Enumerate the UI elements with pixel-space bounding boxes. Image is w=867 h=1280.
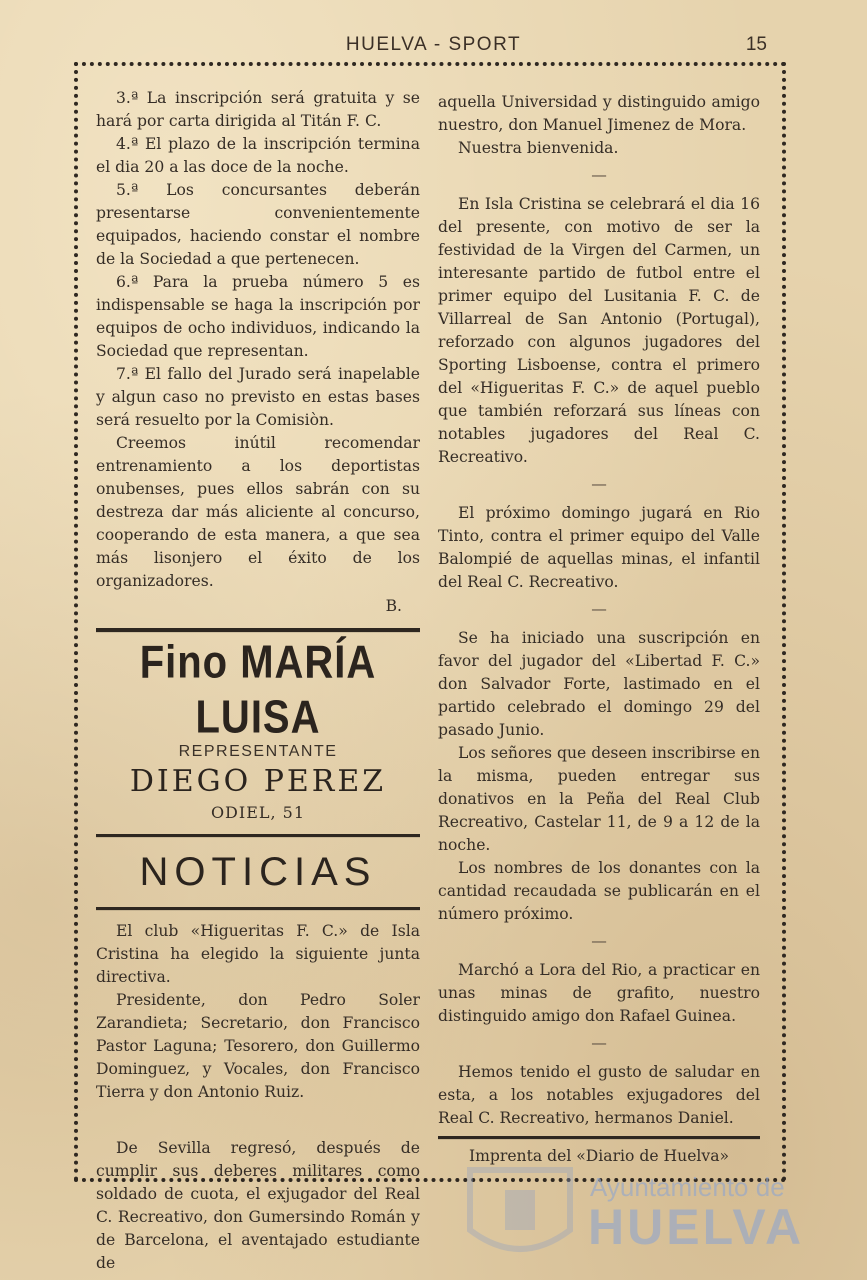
- divider-dash: —: [591, 475, 607, 493]
- divider-rule: [438, 1136, 760, 1139]
- page-header-title: HUELVA - SPORT: [345, 34, 522, 55]
- divider-dash: —: [591, 600, 607, 618]
- watermark-line1: Ayuntamiento de: [590, 1172, 785, 1202]
- news-continuation: aquella Universidad y distinguido amigo nuestro, don Manuel Jimenez de Mora.: [438, 93, 760, 134]
- ad-address: ODIEL, 51: [210, 803, 306, 822]
- divider-rule: [96, 907, 420, 910]
- ad-subtitle: REPRESENTANTE: [178, 743, 338, 760]
- divider-dash: [96, 1108, 420, 1131]
- author-signature: B.: [385, 597, 402, 615]
- ad-brand: Fino MARÍA LUISA: [139, 637, 377, 743]
- news-item: El próximo domingo jugará en Rio Tinto, contra el primer equipo del Valle Balompié de aquellas minas, el infantil del Real C. Recreativo.: [438, 504, 760, 591]
- left-column: [96, 87, 420, 1275]
- rule-7: 7.ª El fallo del Jurado será inapelable y algun caso no previsto en estas bases será resuelto por la Comisiòn.: [96, 365, 420, 429]
- news-item: Marchó a Lora del Rio, a practicar en unas minas de grafito, nuestro distinguido amigo don Rafael Guinea.: [438, 961, 760, 1025]
- news-item: Los señores que deseen inscribirse en la misma, pueden entregar sus donativos en la Peña del Real Club Recreativo, Castelar 11, de 9 a 12 de la noche.: [438, 744, 760, 854]
- news-item: Se ha iniciado una suscripción en favor del jugador del «Libertad F. C.» don Salvador Forte, lastimado en el partido celebrado el domingo 29 del pasado Junio.: [438, 629, 760, 739]
- divider-dash: —: [591, 166, 607, 184]
- divider-rule: [96, 628, 420, 632]
- news-item: El club «Higueritas F. C.» de Isla Cristina ha elegido la siguiente junta directiva.: [96, 922, 420, 986]
- news-item: Los nombres de los donantes con la cantidad recaudada se publicarán en el número próximo.: [438, 859, 760, 923]
- rule-6: 6.ª Para la prueba número 5 es indispensable se haga la inscripción por equipos de ocho individuos, indicando la Sociedad que representan.: [96, 273, 420, 360]
- ad-name: DIEGO PEREZ: [129, 764, 387, 799]
- news-item: Hemos tenido el gusto de saludar en esta, a los notables exjugadores del Real C. Recreativo, hermanos Daniel.: [438, 1063, 760, 1127]
- news-item: Nuestra bienvenida.: [458, 139, 619, 157]
- right-column: [438, 91, 760, 1168]
- imprint-line: Imprenta del «Diario de Huelva»: [468, 1147, 730, 1165]
- rule-3: 3.ª La inscripción será gratuita y se hará por carta dirigida al Titán F. C.: [96, 89, 420, 130]
- closing-paragraph: Creemos inútil recomendar entrenamiento a los deportistas onubenses, pues ellos sabrán con su destreza dar más aliciente al concurso, cooperando de esta manera, a que sea más lisonjero el éxito de los organizadores.: [96, 434, 420, 590]
- news-item: En Isla Cristina se celebrará el dia 16 del presente, con motivo de ser la festividad de la Virgen del Carmen, un interesante partido de futbol entre el primer equipo del Lusitania F. C. de Villarreal de San Antonio (Portugal), reforzado con algunos jugadores del Sporting Lisboense, contra el primero del «Higueritas F. C.» de aquel pueblo que también reforzará sus líneas con notables jugadores del Real C. Recreativo.: [438, 195, 760, 466]
- divider-dash: —: [591, 932, 607, 950]
- rule-5: 5.ª Los concursantes deberán presentarse convenientemente equipados, haciendo constar el nombre de la Sociedad a que pertenecen.: [96, 181, 420, 268]
- section-title: NOTICIAS: [139, 850, 377, 894]
- advertisement: [96, 637, 420, 824]
- page-number: 15: [745, 34, 767, 55]
- rule-4: 4.ª El plazo de la inscripción termina el dia 20 a las doce de la noche.: [96, 135, 420, 176]
- watermark-line2: HUELVA: [588, 1199, 805, 1255]
- news-item: Presidente, don Pedro Soler Zarandieta; Secretario, don Francisco Pastor Laguna; Tesorero, don Guillermo Dominguez, y Vocales, don Francisco Tierra y don Antonio Ruiz.: [96, 991, 420, 1101]
- news-item: De Sevilla regresó, después de cumplir sus deberes militares como soldado de cuota, el exjugador del Real C. Recreativo, don Gumersindo Román y de Barcelona, el aventajado estudiante de: [96, 1139, 420, 1272]
- divider-dash: —: [591, 1034, 607, 1052]
- divider-rule: [96, 834, 420, 837]
